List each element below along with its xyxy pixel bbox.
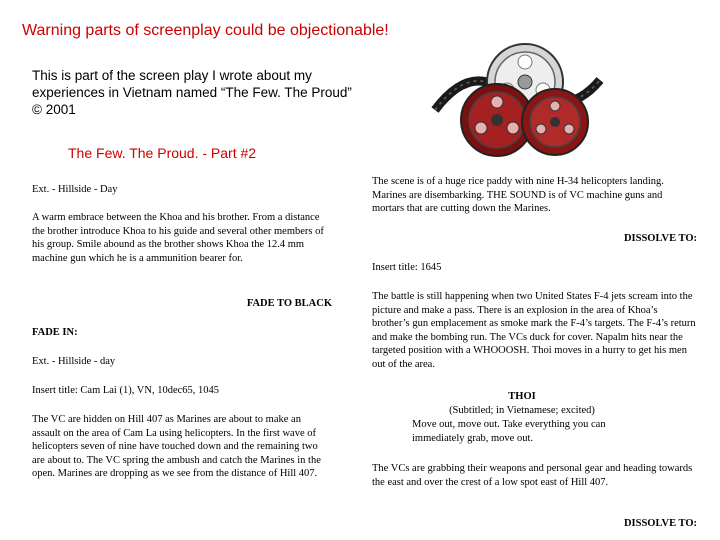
scene2-heading: Ext. - Hillside - day [32, 356, 116, 367]
dialogue: Move out, move out. Take everything you can immediately grab, move out. [412, 419, 606, 444]
film-reels-icon [425, 40, 610, 160]
scene1-heading: Ext. - Hillside - Day [32, 184, 118, 195]
closing-action: The VCs are grabbing their weapons and personal gear and heading towards the east and over the crest of a low spot east of Hill 407. [372, 463, 693, 488]
battle-action: The battle is still happening when two United States F-4 jets scream into the picture and make a pass. There is an explosion in the area of Khoa’s brother’s gun emplacement as smoke mark the F-4’s targets. The F-4’s return and make the bombing run. The VCs duck for cover. Napalm hits near the targeted position with a WHOOOSH. Thoi moves in a hurry to get his men out of the area. [372, 291, 696, 370]
insert-title-1645: Insert title: 1645 [372, 262, 442, 273]
character-name: THOI [508, 391, 536, 402]
intro-text: This is part of the screen play I wrote about my experiences in Vietnam named “The Few. The Proud” © 2001 [32, 68, 352, 117]
parenthetical: (Subtitled; in Vietnamese; excited) [449, 405, 595, 416]
scene-action: The scene is of a huge rice paddy with nine H-34 helicopters landing. Marines are disembarking. THE SOUND is of VC machine guns and mortars that are cutting down the Marines. [372, 176, 664, 214]
insert-title-cam-lai: Insert title: Cam Lai (1), VN, 10dec65, 1045 [32, 385, 220, 396]
warning-heading: Warning parts of screenplay could be objectionable! [22, 22, 389, 39]
fade-to-black: FADE TO BLACK [246, 298, 332, 309]
scene1-action: A warm embrace between the Khoa and his brother. From a distance the brother introduce Khoa to his guide and several other members of his group. Smile abound as the brother shows Khoa the 12.4 mm machine gun which he is a ammunition bearer for. [32, 212, 324, 264]
scene2-action: The VC are hidden on Hill 407 as Marines are about to make an assault on the area of Cam La using helicopters. In the first wave of helicopters seven of nine have touched down and the remaining two are about to. The VC spring the ambush and catch the Marines in the open. Marines are dropping as we see from the distance of Hill 407. [32, 414, 321, 479]
dissolve-to-1: DISSOLVE TO: [623, 233, 697, 244]
part-title: The Few. The Proud. - Part #2 [68, 145, 257, 161]
dissolve-to-2: DISSOLVE TO: [623, 518, 697, 529]
fade-in: FADE IN: [32, 327, 78, 338]
